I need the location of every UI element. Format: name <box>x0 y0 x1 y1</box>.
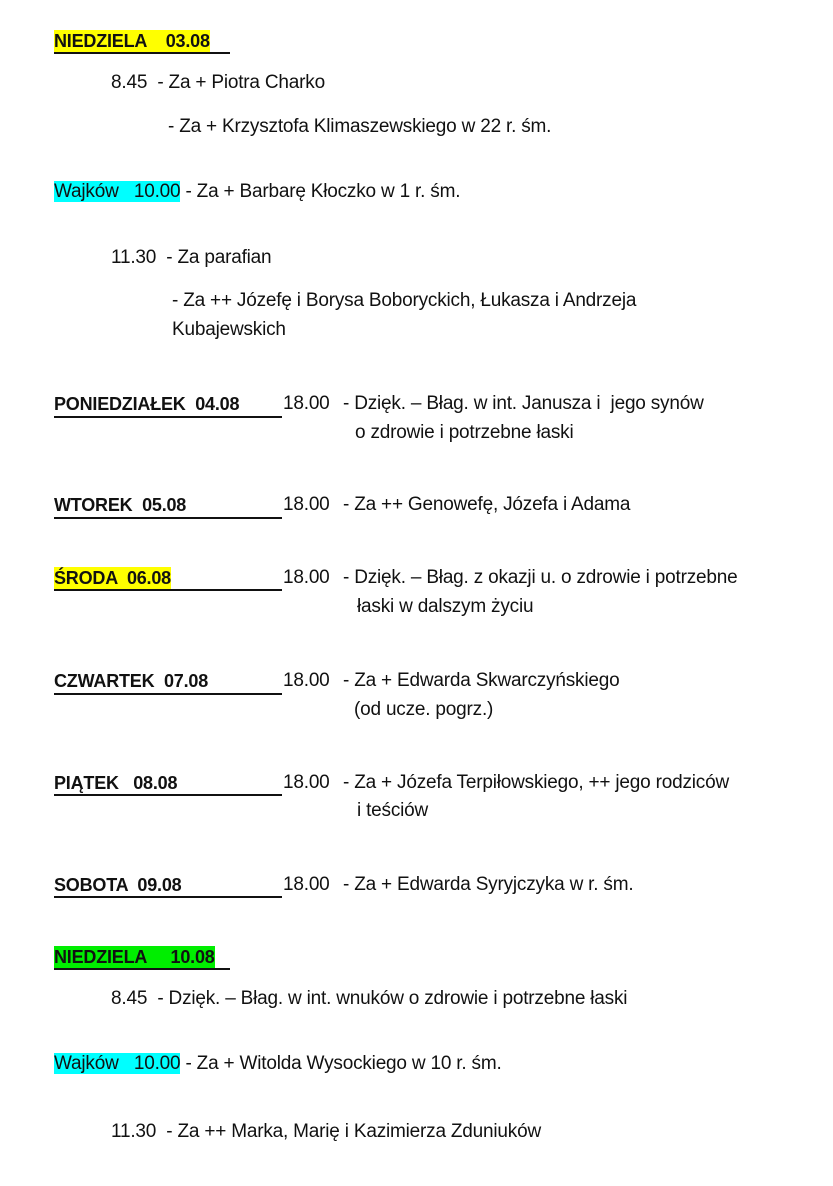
sunday-header-0308: NIEDZIELA 03.08 <box>54 31 210 51</box>
mass-time-thursday: 18.00 <box>283 670 330 691</box>
sunday-header-underline <box>54 52 230 54</box>
wajkow-mass-line-2 <box>54 1053 502 1075</box>
sunday-header-1008: NIEDZIELA 10.08 <box>54 947 215 967</box>
intention-monday-1: - Dzięk. – Błag. w int. Janusza i jego synów <box>343 393 704 414</box>
mass-time-monday: 18.00 <box>283 393 330 414</box>
intention-wednesday-2: łaski w dalszym życiu <box>357 596 534 617</box>
mass-1130-intention-2b: Kubajewskich <box>172 319 286 340</box>
intention-tuesday-1: - Za ++ Genowefę, Józefa i Adama <box>343 494 631 515</box>
day-underline-wednesday <box>54 589 282 591</box>
mass-1130-intention-1: 11.30 - Za parafian <box>111 247 272 268</box>
wajkow-intention-2: - Za + Witolda Wysockiego w 10 r. śm. <box>180 1053 502 1074</box>
sunday-header-underline-2 <box>54 968 230 970</box>
wajkow-mass-line <box>54 181 460 203</box>
mass-time-tuesday: 18.00 <box>283 494 330 515</box>
intention-thursday-1: - Za + Edwarda Skwarczyńskiego <box>343 670 620 691</box>
mass-1130-intention-2a: - Za ++ Józefę i Borysa Boboryckich, Łukasza i Andrzeja <box>172 290 637 311</box>
day-label-wednesday: ŚRODA 06.08 <box>54 568 171 588</box>
day-label-saturday: SOBOTA 09.08 <box>54 875 182 895</box>
day-underline-monday <box>54 416 282 418</box>
mass-1130-intention-sunday2: 11.30 - Za ++ Marka, Marię i Kazimierza Zduniuków <box>111 1121 541 1142</box>
intention-monday-2: o zdrowie i potrzebne łaski <box>355 422 574 443</box>
mass-845-intention-1: 8.45 - Za + Piotra Charko <box>111 72 325 93</box>
day-underline-friday <box>54 794 282 796</box>
intention-friday-2: i teściów <box>357 800 429 821</box>
intention-wednesday-1: - Dzięk. – Błag. z okazji u. o zdrowie i potrzebne <box>343 567 738 588</box>
wajkow-label: Wajków 10.00 <box>54 181 181 202</box>
mass-time-wednesday: 18.00 <box>283 567 330 588</box>
mass-time-saturday: 18.00 <box>283 874 330 895</box>
day-underline-thursday <box>54 693 282 695</box>
day-underline-saturday <box>54 896 282 898</box>
day-label-friday: PIĄTEK 08.08 <box>54 773 178 793</box>
day-underline-tuesday <box>54 517 282 519</box>
intention-thursday-2: (od ucze. pogrz.) <box>354 699 494 720</box>
intention-saturday-1: - Za + Edwarda Syryjczyka w r. śm. <box>343 874 634 895</box>
intention-friday-1: - Za + Józefa Terpiłowskiego, ++ jego rodziców <box>343 772 729 793</box>
day-label-tuesday: WTOREK 05.08 <box>54 495 187 515</box>
day-label-monday: PONIEDZIAŁEK 04.08 <box>54 394 240 414</box>
mass-845-intention-sunday2: 8.45 - Dzięk. – Błag. w int. wnuków o zdrowie i potrzebne łaski <box>111 988 628 1009</box>
wajkow-label-2: Wajków 10.00 <box>54 1053 181 1074</box>
mass-time-friday: 18.00 <box>283 772 330 793</box>
wajkow-intention: - Za + Barbarę Kłoczko w 1 r. śm. <box>180 181 461 202</box>
day-label-thursday: CZWARTEK 07.08 <box>54 671 209 691</box>
mass-845-intention-2: - Za + Krzysztofa Klimaszewskiego w 22 r. śm. <box>168 116 552 137</box>
